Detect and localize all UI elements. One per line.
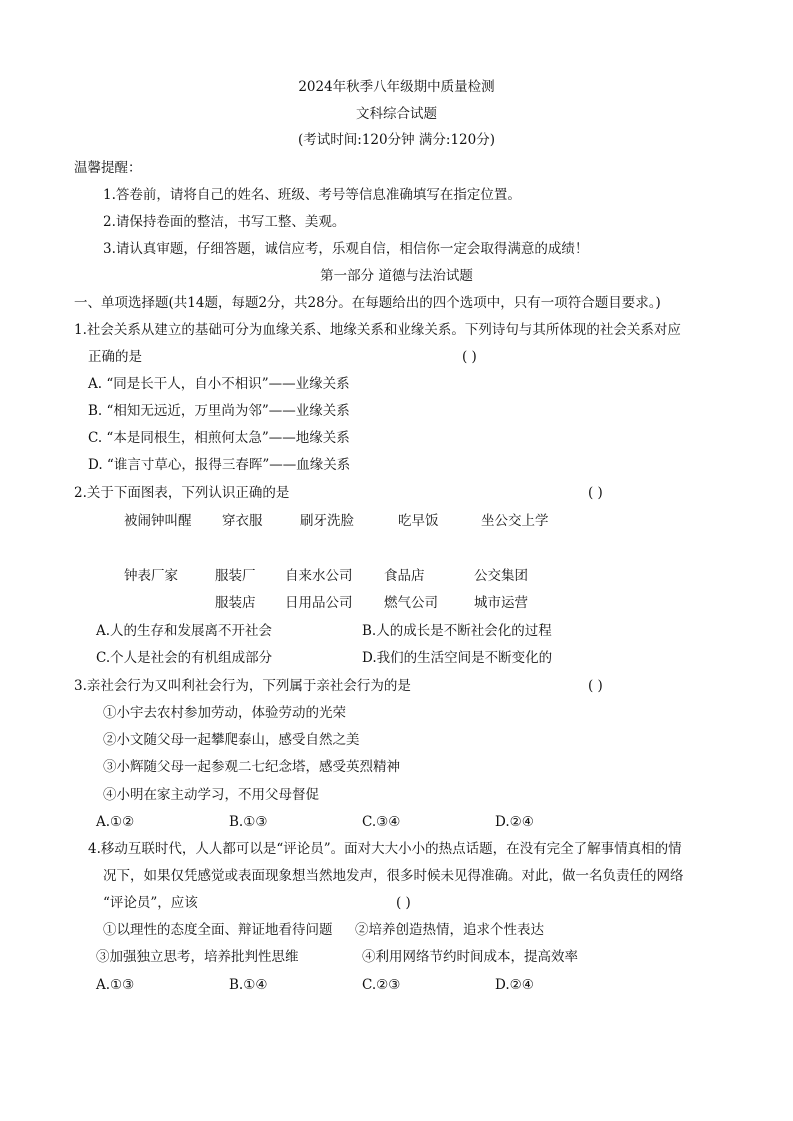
exam-info: (考试时间:120分钟 满分:120分) xyxy=(298,132,495,148)
activity-label: 被闹钟叫醒 xyxy=(124,513,192,529)
exam-subtitle: 文科综合试题 xyxy=(356,106,437,122)
question-4-stem-cont: 况下，如果仅凭感觉或表面现象想当然地发声，很多时候未见得准确。对此，做一名负责任的网络 xyxy=(103,868,684,884)
provider-label: 自来水公司 xyxy=(285,568,353,584)
provider-label: 公交集团 xyxy=(474,568,528,584)
provider-label: 日用品公司 xyxy=(285,595,353,611)
providers-row-1 xyxy=(0,567,793,585)
provider-label: 燃气公司 xyxy=(384,595,438,611)
section-heading: 一、单项选择题(共14题，每题2分，共28分。在每题给出的四个选项中，只有一项符合题目要求。) xyxy=(74,295,661,311)
option-d: D.我们的生活空间是不断变化的 xyxy=(362,650,553,666)
activity-label: 坐公交上学 xyxy=(481,513,549,529)
question-4-stem-cont: “评论员”，应该 xyxy=(103,895,198,911)
question-1-stem-cont: 正确的是 xyxy=(88,349,142,365)
answer-paren: ( ) xyxy=(588,485,603,501)
part-title: 第一部分 道德与法治试题 xyxy=(320,268,473,284)
statement-4: ④小明在家主动学习，不用父母督促 xyxy=(103,787,319,803)
statement-2: ②培养创造热情，追求个性表达 xyxy=(355,922,544,938)
provider-label: 服装厂 xyxy=(215,568,256,584)
notice-item: 2.请保持卷面的整洁，书写工整、美观。 xyxy=(103,214,346,230)
option-d: D.②④ xyxy=(495,814,534,830)
option-a: A.①② xyxy=(96,814,135,830)
q4-statements-row-2 xyxy=(0,948,793,966)
provider-label: 服装店 xyxy=(215,595,256,611)
provider-label: 钟表厂家 xyxy=(124,568,178,584)
statement-3: ③加强独立思考，培养批判性思维 xyxy=(96,949,299,965)
option-d: D. “谁言寸草心，报得三春晖”——血缘关系 xyxy=(88,457,351,473)
question-3-stem: 3.亲社会行为又叫利社会行为，下列属于亲社会行为的是 xyxy=(74,678,411,694)
notice-heading: 温馨提醒： xyxy=(74,160,142,176)
option-b: B.人的成长是不断社会化的过程 xyxy=(362,623,552,639)
activity-label: 刷牙洗脸 xyxy=(300,513,354,529)
provider-label: 食品店 xyxy=(384,568,425,584)
statement-1: ①以理性的态度全面、辩证地看待问题 xyxy=(103,922,333,938)
statement-3: ③小辉随父母一起参观二七纪念塔，感受英烈精神 xyxy=(103,759,400,775)
providers-row-2 xyxy=(0,594,793,612)
option-b: B.①④ xyxy=(229,977,268,993)
option-a: A.人的生存和发展离不开社会 xyxy=(96,623,273,639)
q2-options-row-2 xyxy=(0,649,793,667)
option-c: C.个人是社会的有机组成部分 xyxy=(96,650,273,666)
option-a: A.①③ xyxy=(96,977,135,993)
option-c: C.②③ xyxy=(362,977,401,993)
option-d: D.②④ xyxy=(495,977,534,993)
statement-4: ④利用网络节约时间成本，提高效率 xyxy=(362,949,578,965)
question-4-stem: 4.移动互联时代，人人都可以是“评论员”。面对大大小小的热点话题，在没有完全了解事情真相的情 xyxy=(88,841,682,857)
activity-label: 吃早饭 xyxy=(398,513,439,529)
option-b: B. “相知无远近，万里尚为邻”——业缘关系 xyxy=(88,403,350,419)
statement-1: ①小宇去农村参加劳动，体验劳动的光荣 xyxy=(103,705,346,721)
answer-paren: ( ) xyxy=(462,349,477,365)
notice-item: 1.答卷前，请将自己的姓名、班级、考号等信息准确填写在指定位置。 xyxy=(103,187,521,203)
activity-label: 穿衣服 xyxy=(222,513,263,529)
q4-options-row xyxy=(0,976,793,994)
option-b: B.①③ xyxy=(229,814,268,830)
option-c: C.③④ xyxy=(362,814,401,830)
question-2-stem: 2.关于下面图表，下列认识正确的是 xyxy=(74,485,290,501)
q4-statements-row-1 xyxy=(0,921,793,939)
notice-item: 3.请认真审题，仔细答题，诚信应考，乐观自信，相信你一定会取得满意的成绩！ xyxy=(103,241,589,257)
answer-paren: ( ) xyxy=(396,895,411,911)
activities-row xyxy=(0,512,793,530)
statement-2: ②小文随父母一起攀爬泰山，感受自然之美 xyxy=(103,732,360,748)
exam-title: 2024年秋季八年级期中质量检测 xyxy=(298,79,495,95)
q2-options-row-1 xyxy=(0,622,793,640)
q3-options-row xyxy=(0,813,793,831)
option-a: A. “同是长干人，自小不相识”——业缘关系 xyxy=(88,376,350,392)
option-c: C. “本是同根生，相煎何太急”——地缘关系 xyxy=(88,430,350,446)
question-1-stem: 1.社会关系从建立的基础可分为血缘关系、地缘关系和业缘关系。下列诗句与其所体现的社会关系对应 xyxy=(74,322,681,338)
provider-label: 城市运营 xyxy=(474,595,528,611)
answer-paren: ( ) xyxy=(588,678,603,694)
